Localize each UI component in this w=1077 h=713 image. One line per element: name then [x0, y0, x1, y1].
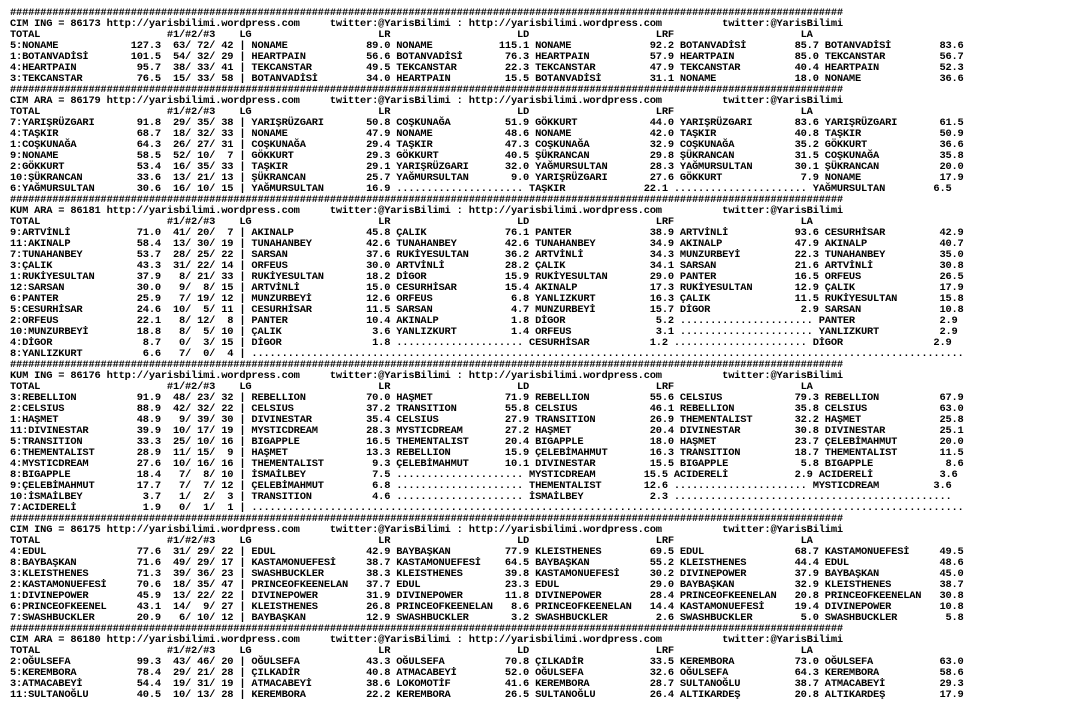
report-line: KUM ING = 86176 http://yarisbilimi.wordpress.com twitter:@YarisBilimi : http://yarisbilimi.wordpress.com twitter:@YarisBilimi — [10, 370, 843, 382]
report-line: ########################################################################################################################################## — [10, 84, 843, 96]
report-line: 2:ORFEUS 22.1 8/ 12/ 8 | PANTER 10.4 AKINALP 1.8 DİGOR 5.2 ...................... PANTER 2.9 — [10, 315, 958, 327]
report-line: 11:DIVINESTAR 39.9 10/ 17/ 19 | MYSTICDREAM 28.3 MYSTICDREAM 27.2 HAŞMET 20.4 DIVINESTAR 30.8 DIVINESTAR 25.1 — [10, 425, 964, 437]
report-line: KUM ARA = 86181 http://yarisbilimi.wordpress.com twitter:@YarisBilimi : http://yarisbilimi.wordpress.com twitter:@YarisBilimi — [10, 205, 843, 217]
report-line: 10:İSMAİLBEY 3.7 1/ 2/ 3 | TRANSITION 4.6 ..................... İSMAİLBEY 2.3 .............................................. — [10, 491, 952, 503]
report-line: 9:NONAME 58.5 52/ 10/ 7 | GÖKKURT 29.3 GÖKKURT 40.5 ŞÜKRANCAN 29.8 ŞÜKRANCAN 31.5 COŞKUNAĞA 35.8 — [10, 150, 964, 162]
report-line: TOTAL #1/#2/#3 LG LR LD LRF LA — [10, 645, 813, 657]
report-line: 6:YAĞMURSULTAN 30.6 16/ 10/ 15 | YAĞMURSULTAN 16.9 ..................... TAŞKIR 22.1 ...................... YAĞMURSULTAN 6.5 — [10, 183, 952, 195]
report-line: 11:SULTANOĞLU 40.5 10/ 13/ 28 | KEREMBORA 22.2 KEREMBORA 26.5 SULTANOĞLU 26.4 ALTIKARDEŞ 20.8 ALTIKARDEŞ 17.9 — [10, 689, 964, 701]
report-line: 1:BOTANVADİSİ 101.5 54/ 32/ 29 | HEARTPAIN 56.6 BOTANVADİSİ 76.3 HEARTPAIN 57.9 HEARTPAIN 85.0 TEKCANSTAR 56.7 — [10, 51, 964, 63]
report-line: 3:REBELLION 91.9 48/ 23/ 32 | REBELLION 70.0 HAŞMET 71.9 REBELLION 55.6 CELSIUS 79.3 REBELLION 67.9 — [10, 392, 964, 404]
report-line: 1:HAŞMET 48.9 9/ 39/ 30 | DIVINESTAR 35.4 CELSIUS 27.9 TRANSITION 26.9 THEMENTALIST 32.2 HAŞMET 25.8 — [10, 414, 964, 426]
report-line: ########################################################################################################################################## — [10, 359, 843, 371]
report-text — [10, 8, 1070, 708]
report-line: 2:CELSIUS 88.9 42/ 32/ 22 | CELSIUS 37.2 TRANSITION 55.8 CELSIUS 46.1 REBELLION 35.8 CELSIUS 63.0 — [10, 403, 964, 415]
report-line: 6:PRINCEOFKEENEL 43.1 14/ 9/ 27 | KLEISTHENES 26.8 PRINCEOFKEENELAN 8.6 PRINCEOFKEENELAN 14.4 KASTAMONUEFESİ 19.4 DIVINEPOWER 10.8 — [10, 601, 964, 613]
report-line: 8:YANLIZKURT 6.6 7/ 0/ 4 | ...................................................................................................................... — [10, 348, 964, 360]
report-line: 9:ÇELEBİMAHMUT 17.7 7/ 7/ 12 | ÇELEBİMAHMUT 6.8 ..................... THEMENTALIST 12.6 ...................... MYSTICDREAM 3.6 — [10, 480, 952, 492]
report-line: 4:MYSTICDREAM 27.6 10/ 16/ 16 | THEMENTALIST 9.3 ÇELEBİMAHMUT 10.1 DIVINESTAR 15.5 BIGAPPLE 5.8 BIGAPPLE 8.6 — [10, 458, 964, 470]
report-line: 7:TUNAHANBEY 53.7 28/ 25/ 22 | SARSAN 37.6 RUKİYESULTAN 36.2 ARTVİNLİ 34.3 MUNZURBEYİ 22.3 TUNAHANBEY 35.0 — [10, 249, 964, 261]
report-line: ########################################################################################################################################## — [10, 623, 843, 635]
report-line: 8:BIGAPPLE 18.4 7/ 8/ 10 | İSMAİLBEY 7.5 ..................... MYSTICDREAM 15.5 ACIDERELİ 2.9 ACIDERELİ 3.6 — [10, 469, 958, 481]
report-line: 4:TAŞKIR 68.7 18/ 32/ 33 | NONAME 47.9 NONAME 48.6 NONAME 42.0 TAŞKIR 40.8 TAŞKIR 50.9 — [10, 128, 964, 140]
report-line: 5:TRANSITION 33.3 25/ 10/ 16 | BIGAPPLE 16.5 THEMENTALIST 20.4 BIGAPPLE 18.0 HAŞMET 23.7 ÇELEBİMAHMUT 20.0 — [10, 436, 964, 448]
report-line: 5:CESURHİSAR 24.6 10/ 5/ 11 | CESURHİSAR 11.5 SARSAN 4.7 MUNZURBEYİ 15.7 DİGOR 2.9 SARSAN 10.8 — [10, 304, 964, 316]
report-line: 11:AKINALP 58.4 13/ 30/ 19 | TUNAHANBEY 42.6 TUNAHANBEY 42.6 TUNAHANBEY 34.9 AKINALP 47.9 AKINALP 40.7 — [10, 238, 964, 250]
report-line: TOTAL #1/#2/#3 LG LR LD LRF LA — [10, 381, 813, 393]
report-line: 4:EDUL 77.6 31/ 29/ 22 | EDUL 42.9 BAYBAŞKAN 77.9 KLEISTHENES 69.5 EDUL 68.7 KASTAMONUEFESİ 49.5 — [10, 546, 964, 558]
report-line: CIM ARA = 86180 http://yarisbilimi.wordpress.com twitter:@YarisBilimi : http://yarisbilimi.wordpress.com twitter:@YarisBilimi — [10, 634, 843, 646]
report-line: 8:BAYBAŞKAN 71.6 49/ 29/ 17 | KASTAMONUEFESİ 38.7 KASTAMONUEFESİ 64.5 BAYBAŞKAN 55.2 KLEISTHENES 44.4 EDUL 48.6 — [10, 557, 964, 569]
report-line: ########################################################################################################################################## — [10, 194, 843, 206]
report-line: TOTAL #1/#2/#3 LG LR LD LRF LA — [10, 106, 813, 118]
report-line: 3:KLEISTHENES 71.3 39/ 36/ 23 | SWASHBUCKLER 38.3 KLEISTHENES 39.8 KASTAMONUEFESİ 30.2 DIVINEPOWER 37.9 BAYBAŞKAN 45.0 — [10, 568, 964, 580]
report-line: 6:THEMENTALIST 28.9 11/ 15/ 9 | HAŞMET 13.3 REBELLION 15.9 ÇELEBİMAHMUT 16.3 TRANSITION 18.7 THEMENTALIST 11.5 — [10, 447, 964, 459]
report-line: ########################################################################################################################################## — [10, 8, 843, 19]
report-line: 3:ÇALIK 43.3 31/ 22/ 14 | ORFEUS 30.0 ARTVİNLİ 28.2 ÇALIK 34.1 SARSAN 21.6 ARTVİNLİ 30.8 — [10, 260, 964, 272]
report-line: CIM ING = 86173 http://yarisbilimi.wordpress.com twitter:@YarisBilimi : http://yarisbilimi.wordpress.com twitter:@YarisBilimi — [10, 18, 843, 30]
report-line: 2:KASTAMONUEFESİ 70.6 18/ 35/ 47 | PRINCEOFKEENELAN 37.7 EDUL 23.3 EDUL 29.0 BAYBAŞKAN 32.9 KLEISTHENES 38.7 — [10, 579, 964, 591]
report-line: 2:GÖKKURT 53.4 16/ 35/ 33 | TAŞKIR 29.1 YARIŞRÜZGARI 32.0 YAĞMURSULTAN 28.3 YAĞMURSULTAN 30.1 ŞÜKRANCAN 20.0 — [10, 161, 964, 173]
report-line: 7:SWASHBUCKLER 20.9 6/ 10/ 12 | BAYBAŞKAN 12.9 SWASHBUCKLER 3.2 SWASHBUCKLER 2.6 SWASHBUCKLER 5.0 SWASHBUCKLER 5.8 — [10, 612, 964, 624]
report-line: 3:TEKCANSTAR 76.5 15/ 33/ 58 | BOTANVADİSİ 34.0 HEARTPAIN 15.5 BOTANVADİSİ 31.1 NONAME 18.0 NONAME 36.6 — [10, 73, 964, 85]
report-line: 1:COŞKUNAĞA 64.3 26/ 27/ 31 | COŞKUNAĞA 29.4 TAŞKIR 47.3 COŞKUNAĞA 32.9 COŞKUNAĞA 35.2 GÖKKURT 36.6 — [10, 139, 964, 151]
report-line: 10:ŞÜKRANCAN 33.6 13/ 21/ 13 | ŞÜKRANCAN 25.7 YAĞMURSULTAN 9.0 YARIŞRÜZGARI 27.6 GÖKKURT 7.9 NONAME 17.9 — [10, 172, 964, 184]
report-line: CIM ARA = 86179 http://yarisbilimi.wordpress.com twitter:@YarisBilimi : http://yarisbilimi.wordpress.com twitter:@YarisBilimi — [10, 95, 843, 107]
report-line: 4:HEARTPAIN 95.7 38/ 33/ 41 | TEKCANSTAR 49.5 TEKCANSTAR 22.3 TEKCANSTAR 47.9 TEKCANSTAR 40.4 HEARTPAIN 52.3 — [10, 62, 964, 74]
report-line: 12:SARSAN 30.0 9/ 8/ 15 | ARTVİNLİ 15.0 CESURHİSAR 15.4 AKINALP 17.3 RUKİYESULTAN 12.9 ÇALIK 17.9 — [10, 282, 964, 294]
report-line: TOTAL #1/#2/#3 LG LR LD LRF LA — [10, 216, 813, 228]
report-line: 5:NONAME 127.3 63/ 72/ 42 | NONAME 89.0 NONAME 115.1 NONAME 92.2 BOTANVADİSİ 85.7 BOTANVADİSİ 83.6 — [10, 40, 964, 52]
report-line: 6:PANTER 25.9 7/ 19/ 12 | MUNZURBEYİ 12.6 ORFEUS 6.8 YANLIZKURT 16.3 ÇALIK 11.5 RUKİYESULTAN 15.8 — [10, 293, 964, 305]
report-line: ########################################################################################################################################## — [10, 513, 843, 525]
report-line: 5:KEREMBORA 78.4 29/ 21/ 28 | ÇILKADİR 40.8 ATMACABEYİ 52.0 OĞULSEFA 32.6 OĞULSEFA 64.3 KEREMBORA 58.6 — [10, 667, 964, 679]
report-line: 2:OĞULSEFA 99.3 43/ 46/ 20 | OĞULSEFA 43.3 OĞULSEFA 70.8 ÇILKADİR 33.5 KEREMBORA 73.0 OĞULSEFA 63.0 — [10, 656, 964, 668]
report-line: 7:ACIDERELİ 1.9 0/ 1/ 1 | ...................................................................................................................... — [10, 502, 964, 514]
report-line: 9:ARTVİNLİ 71.0 41/ 20/ 7 | AKINALP 45.8 ÇALIK 76.1 PANTER 38.9 ARTVİNLİ 93.6 CESURHİSAR 42.9 — [10, 227, 964, 239]
report-line: 1:RUKİYESULTAN 37.9 8/ 21/ 33 | RUKİYESULTAN 18.2 DİGOR 15.9 RUKİYESULTAN 29.0 PANTER 16.5 ORFEUS 26.5 — [10, 271, 964, 283]
report-line: TOTAL #1/#2/#3 LG LR LD LRF LA — [10, 535, 813, 547]
report-line: 4:DİGOR 8.7 0/ 3/ 15 | DİGOR 1.8 ..................... CESURHİSAR 1.2 ...................... DİGOR 2.9 — [10, 337, 952, 349]
report-line: 3:ATMACABEYİ 54.4 19/ 31/ 19 | ATMACABEYİ 38.6 LOKOMOTİF 41.6 KEREMBORA 28.7 SULTANOĞLU 38.7 ATMACABEYİ 29.3 — [10, 678, 964, 690]
report-line: 1:DIVINEPOWER 45.9 13/ 22/ 22 | DIVINEPOWER 31.9 DIVINEPOWER 11.8 DIVINEPOWER 28.4 PRINCEOFKEENELAN 20.8 PRINCEOFKEENELAN 30.8 — [10, 590, 964, 602]
report-line: TOTAL #1/#2/#3 LG LR LD LRF LA — [10, 29, 813, 41]
report-line: 10:MUNZURBEYİ 18.8 8/ 5/ 10 | ÇALIK 3.6 YANLIZKURT 1.4 ORFEUS 3.1 ...................... YANLIZKURT 2.9 — [10, 326, 958, 338]
report-line: CIM ING = 86175 http://yarisbilimi.wordpress.com twitter:@YarisBilimi : http://yarisbilimi.wordpress.com twitter:@YarisBilimi — [10, 524, 843, 536]
report-line: 7:YARIŞRÜZGARI 91.8 29/ 35/ 38 | YARIŞRÜZGARI 50.8 COŞKUNAĞA 51.9 GÖKKURT 44.0 YARIŞRÜZGARI 83.6 YARIŞRÜZGARI 61.5 — [10, 117, 964, 129]
